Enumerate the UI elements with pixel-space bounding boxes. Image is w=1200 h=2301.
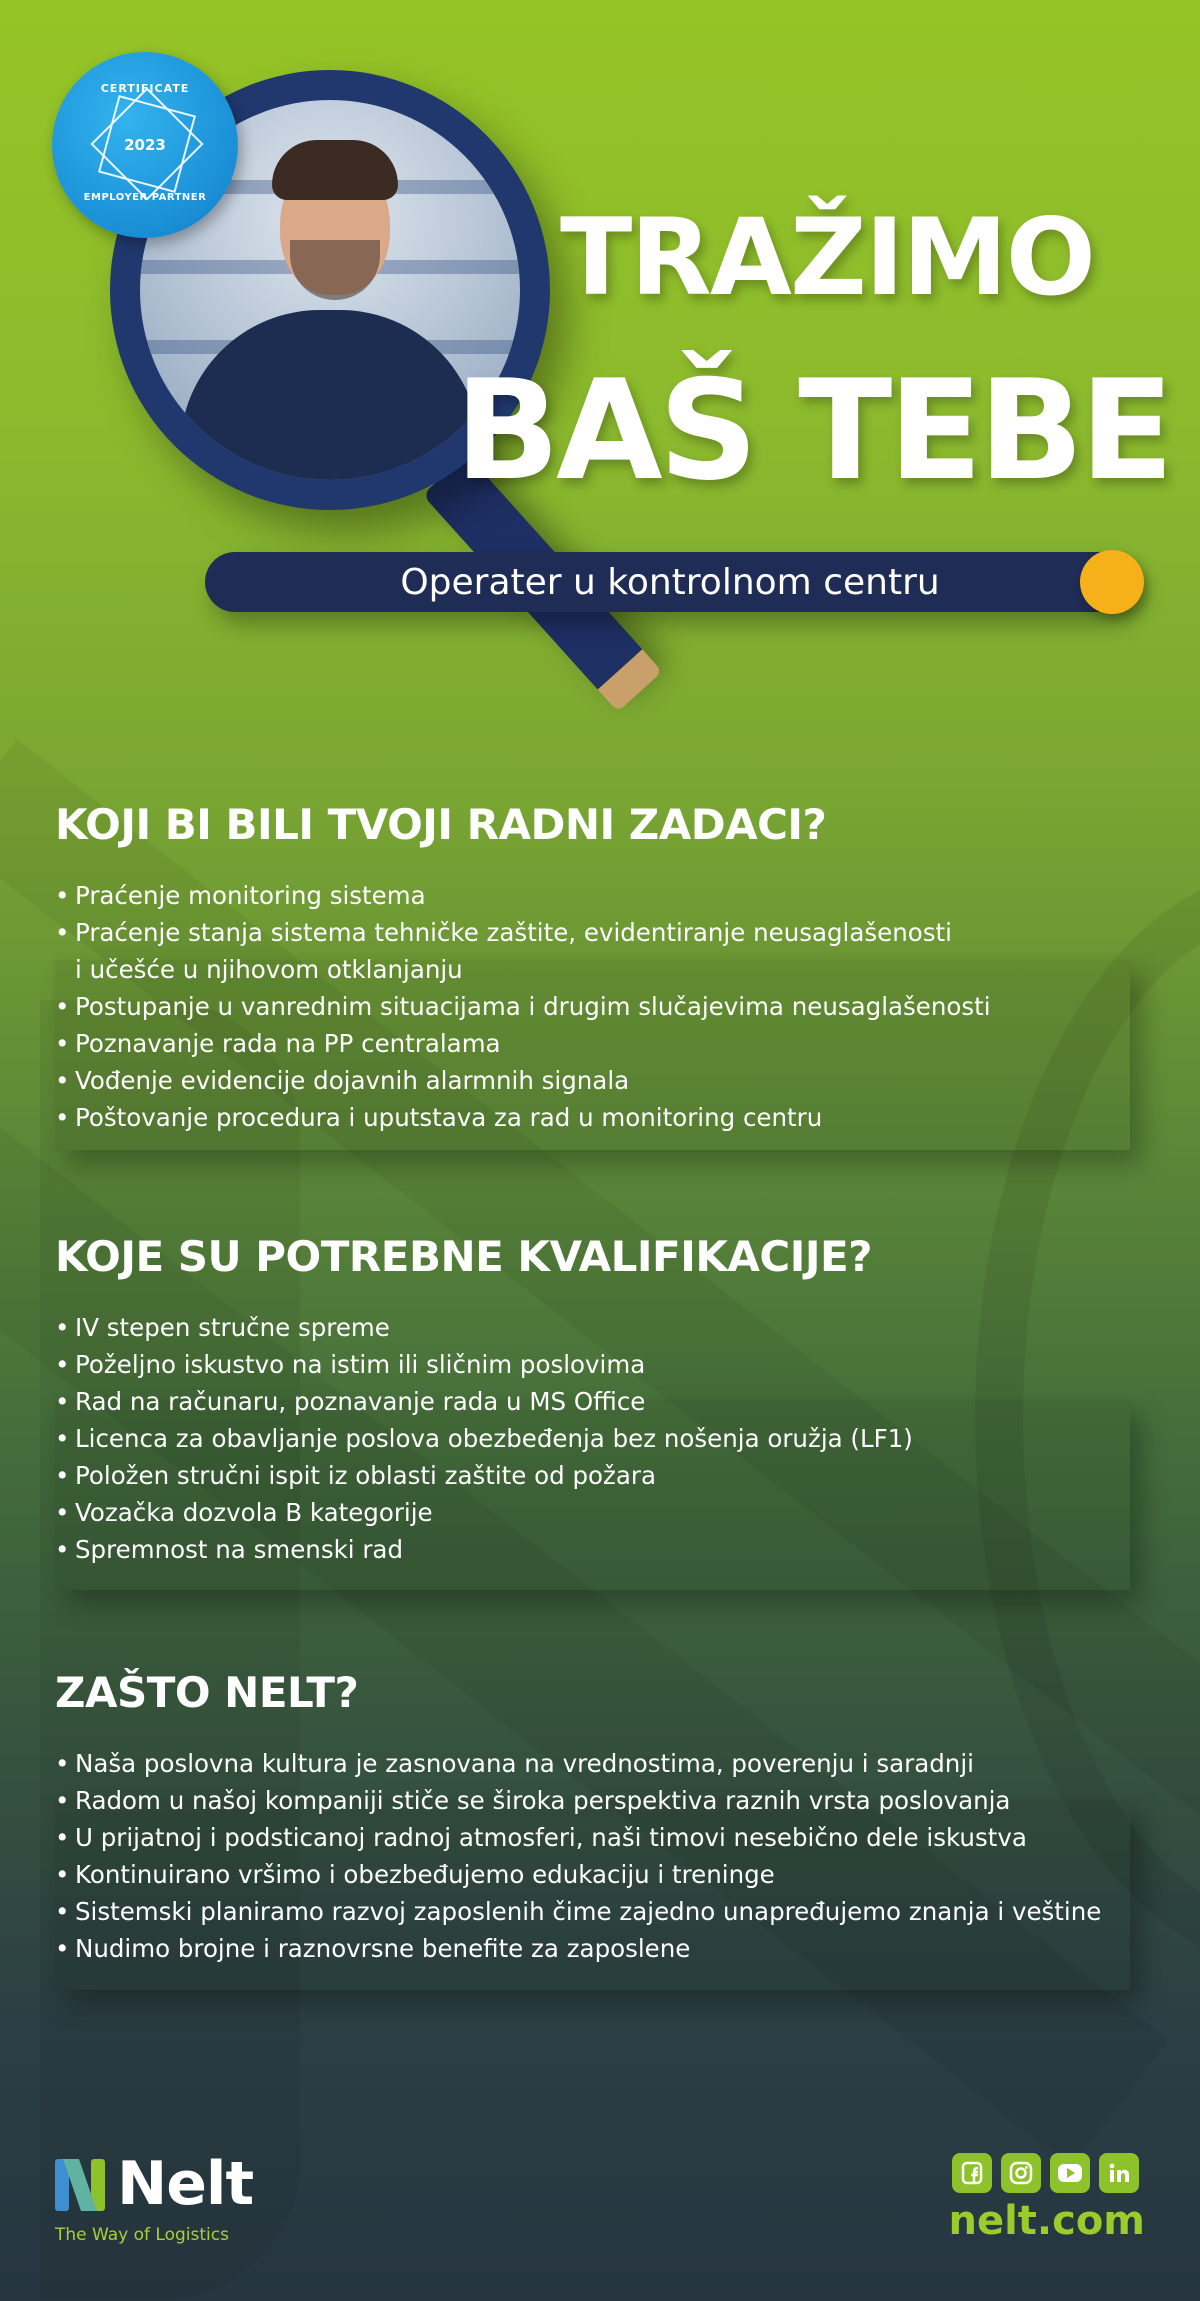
list-item: • Postupanje u vanrednim situacijama i drugim slučajevima neusaglašenosti bbox=[55, 988, 991, 1025]
brand-tagline: The Way of Logistics bbox=[55, 2225, 229, 2245]
list-item: • Sistemski planiramo razvoj zaposlenih čime zajedno unapređujemo znanja i veštine bbox=[55, 1893, 1101, 1930]
list-item: • Kontinuirano vršimo i obezbeđujemo edukaciju i treninge bbox=[55, 1856, 1101, 1893]
certificate-subtitle: EMPLOYER PARTNER bbox=[83, 192, 207, 203]
list-item: • Rad na računaru, poznavanje rada u MS Office bbox=[55, 1383, 913, 1420]
list-item: • Vođenje evidencije dojavnih alarmnih signala bbox=[55, 1062, 991, 1099]
accent-dot bbox=[1080, 550, 1144, 614]
headline-line-1: TRAŽIMO bbox=[560, 196, 1094, 319]
list-item-text: Praćenje stanja sistema tehničke zaštite, evidentiranje neusaglašenosti bbox=[75, 918, 952, 947]
section-title-tasks: KOJI BI BILI TVOJI RADNI ZADACI? bbox=[55, 800, 827, 849]
website-link[interactable]: nelt.com bbox=[948, 2198, 1145, 2244]
list-item: • Poštovanje procedura i uputstava za rad u monitoring centru bbox=[55, 1099, 991, 1136]
list-item: • Naša poslovna kultura je zasnovana na vrednostima, poverenju i saradnji bbox=[55, 1745, 1101, 1782]
certificate-label: CERTIFICATE bbox=[100, 82, 190, 95]
worker-hair bbox=[272, 140, 398, 200]
list-item bbox=[55, 914, 991, 988]
list-item: • U prijatnoj i podsticanoj radnoj atmosferi, naši timovi nesebično dele iskustva bbox=[55, 1819, 1101, 1856]
list-item: • Licenca za obavljanje poslova obezbeđenja bez nošenja oružja (LF1) bbox=[55, 1420, 913, 1457]
list-item: • Radom u našoj kompaniji stiče se široka perspektiva raznih vrsta poslovanja bbox=[55, 1782, 1101, 1819]
list-item: • Poželjno iskustvo na istim ili sličnim poslovima bbox=[55, 1346, 913, 1383]
worker-beard bbox=[290, 240, 380, 300]
brand-name: Nelt bbox=[117, 2149, 254, 2219]
qualifications-list bbox=[55, 1309, 913, 1568]
social-links bbox=[952, 2153, 1139, 2193]
list-item: • IV stepen stručne spreme bbox=[55, 1309, 913, 1346]
list-item-continuation: i učešće u njihovom otklanjanju bbox=[75, 955, 463, 984]
nelt-logo-mark-icon bbox=[55, 2159, 105, 2211]
list-item: • Nudimo brojne i raznovrsne benefite za zaposlene bbox=[55, 1930, 1101, 1967]
youtube-icon[interactable] bbox=[1050, 2153, 1090, 2193]
list-item: • Spremnost na smenski rad bbox=[55, 1531, 913, 1568]
job-title: Operater u kontrolnom centru bbox=[400, 561, 940, 603]
background-letter-shape bbox=[40, 1000, 300, 2300]
magnifier-handle-tip bbox=[598, 649, 663, 711]
employer-partner-certificate-badge bbox=[52, 52, 238, 238]
tasks-list bbox=[55, 877, 991, 1136]
list-item: • Vozačka dozvola B kategorije bbox=[55, 1494, 913, 1531]
list-item: • Praćenje monitoring sistema bbox=[55, 877, 991, 914]
job-title-bar bbox=[205, 552, 1135, 612]
certificate-year: 2023 bbox=[124, 136, 166, 154]
section-title-why-nelt: ZAŠTO NELT? bbox=[55, 1668, 359, 1717]
section-title-qualifications: KOJE SU POTREBNE KVALIFIKACIJE? bbox=[55, 1232, 873, 1281]
facebook-icon[interactable] bbox=[952, 2153, 992, 2193]
benefits-list bbox=[55, 1745, 1101, 1967]
headline-line-2: BAŠ TEBE bbox=[454, 350, 1170, 511]
linkedin-icon[interactable] bbox=[1099, 2153, 1139, 2193]
list-item: • Položen stručni ispit iz oblasti zaštite od požara bbox=[55, 1457, 913, 1494]
instagram-icon[interactable] bbox=[1001, 2153, 1041, 2193]
list-item: • Poznavanje rada na PP centralama bbox=[55, 1025, 991, 1062]
